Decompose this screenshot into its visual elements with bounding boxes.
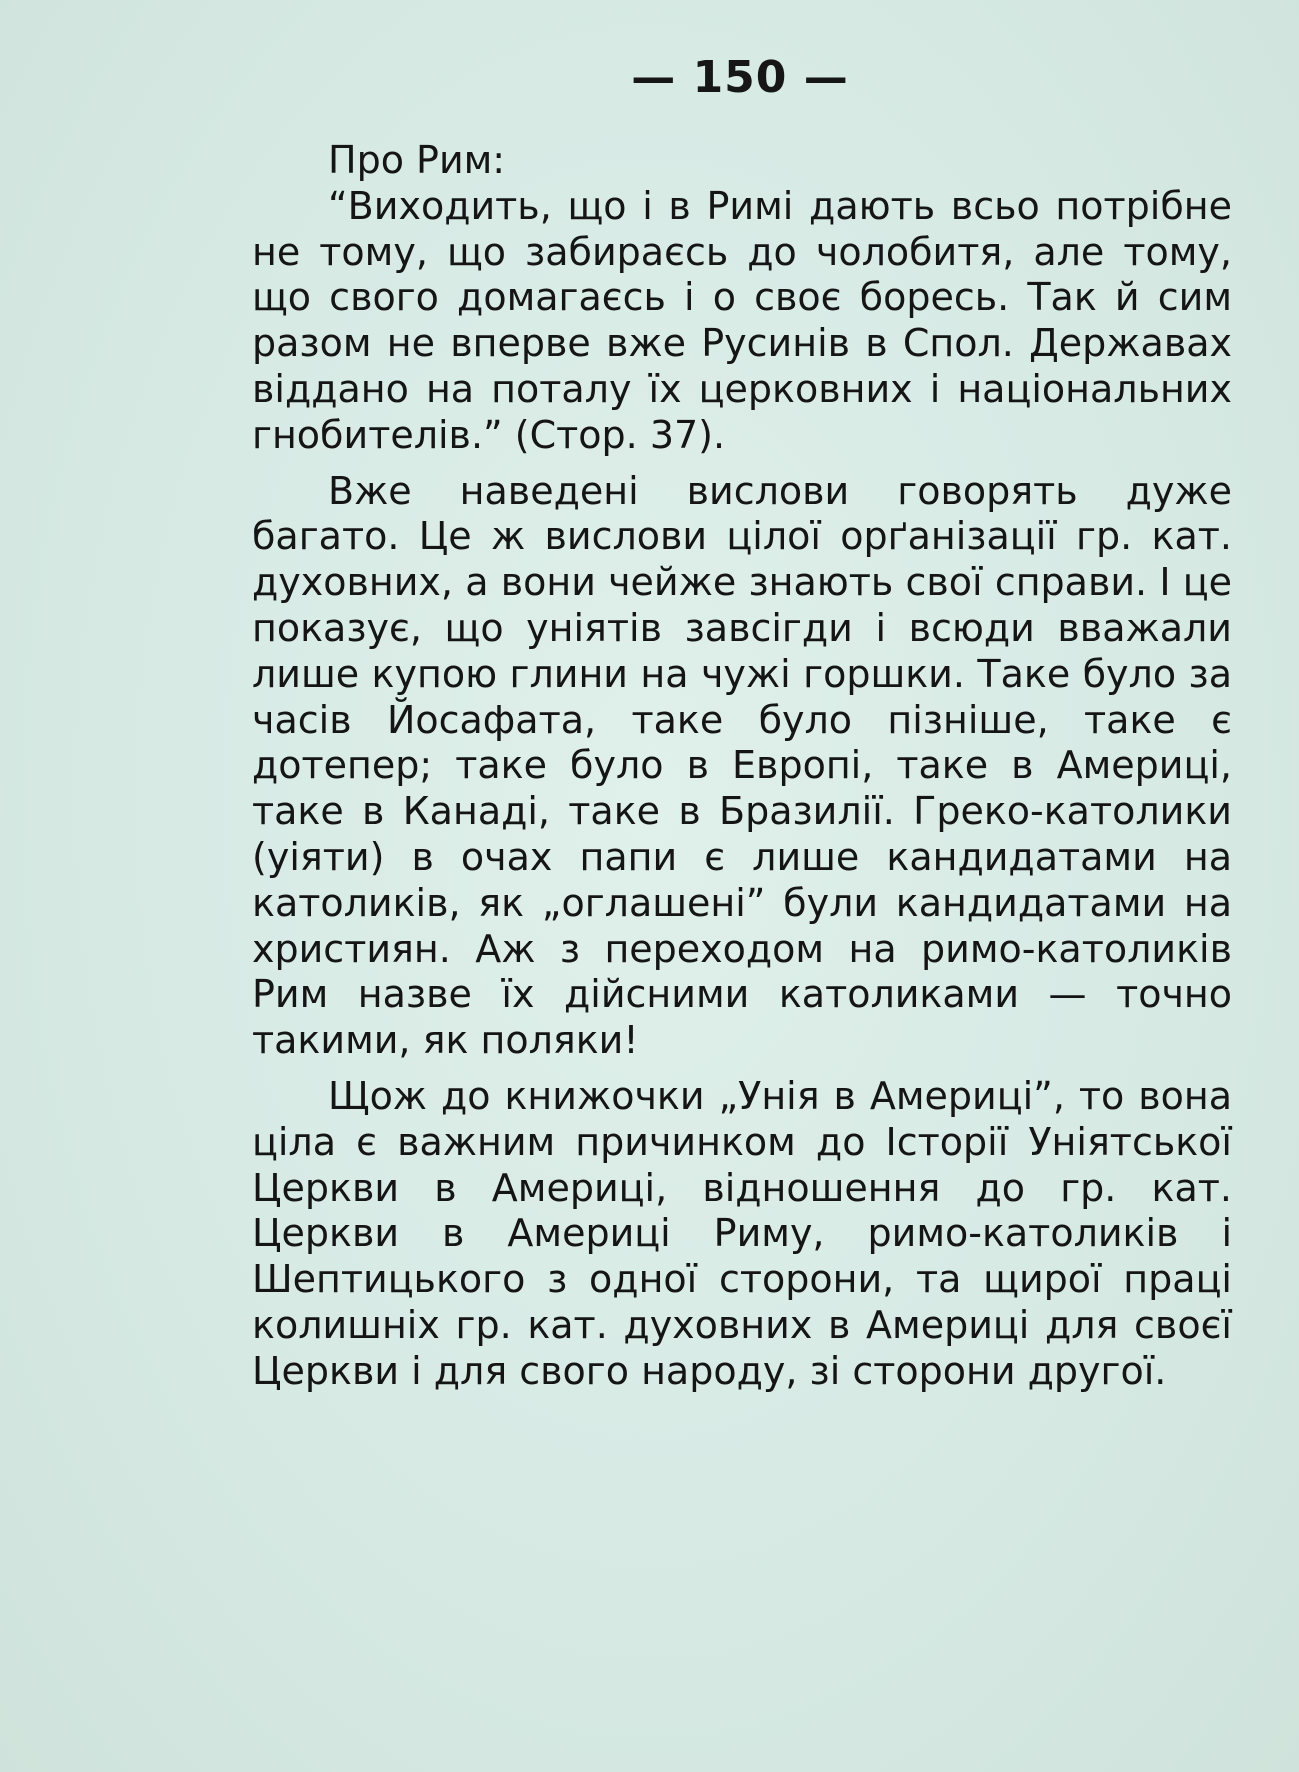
page-number: — 150 — — [631, 52, 849, 103]
paragraph-2: Вже наведені вислови говорять дуже багато. Це ж вислови цілої орґанізації гр. кат. духовних, а вони чейже знають свої справи. І це показує, що уніятів завсігди і всюди вважали лише купою глини на чужі горшки. Таке було за часів Йосафата, таке було пізніше, таке є дотепер; таке було в Европі, таке в Америці, таке в Канаді, таке в Бразилії. Греко-католики (уіяти) в очах папи є лише кандидатами на католиків, як „оглашені” були кандидатами на християн. Аж з переходом на римо-католиків Рим назве їх дійсними католиками — точно такими, як поляки! — [252, 468, 1232, 1063]
paragraph-heading: Про Рим: — [328, 138, 506, 182]
paragraph-3: Щож до книжочки „Унія в Америці”, то вона ціла є важним причинком до Історії Уніятської Церкви в Америці, відношення до гр. кат. Церкви в Америці Риму, римо-католиків і Шептицького з одної сторони, та щирої праці колишніх гр. кат. духовних в Америці для своєї Церкви і для свого народу, зі сторони другої. — [252, 1073, 1232, 1393]
body-text — [252, 138, 1232, 1395]
paragraph-quote: “Виходить, що і в Римі дають всьо потрібне не тому, що забираєсь до чолобитя, але тому, що свого домагаєсь і о своє боресь. Так й сим разом не вперве вже Русинів в Спол. Державах віддано на поталу їх церковних і національних гнобителів.” (Стор. 37). — [252, 183, 1232, 457]
